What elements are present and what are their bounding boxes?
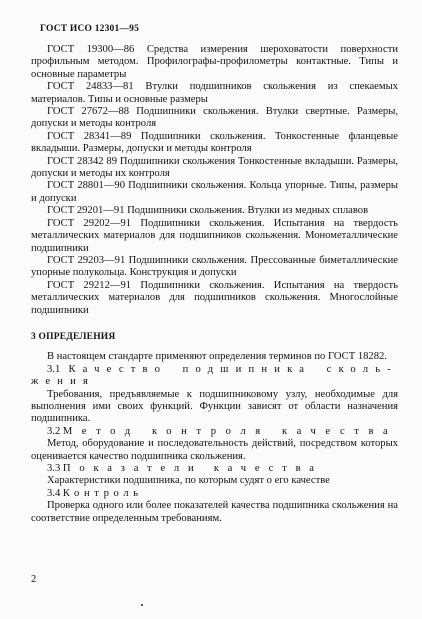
term-number: 3.2 [47,425,61,437]
term-number: 3.1 [47,363,61,375]
term-title: Метод контроля качества [62,425,398,437]
term-definition: Метод, оборудование и последовательность действий, посредством которых оценивается качество подшипника скольжения. [31,438,398,462]
term-heading [31,364,398,376]
term-number: 3.3 [47,463,61,474]
page-number: 2 [31,574,37,585]
document-body [31,44,398,525]
reference-item: ГОСТ 24833—81 Втулки подшипников скольжения из спекаемых материалов. Типы и основные размеры [31,81,398,105]
term-definition: Требования, предъявляемые к подшипниковому узлу, необходимые для выполнения ими своих функций. Функции зависят от области назначения подшипника. [31,388,398,425]
section-spacer [31,343,398,351]
term-heading-continued [31,376,398,388]
term-title: Контроль [62,487,143,499]
reference-item: ГОСТ 27672—88 Подшипники скольжения. Втулки свертные. Размеры, допуски и методы контроля [31,106,398,130]
term-definition: Характеристики подшипника, по которым судят о его качестве [47,475,330,487]
section-intro: В настоящем стандарте применяют определения терминов по ГОСТ 18282. [47,351,387,363]
section-title: 3 ОПРЕДЕЛЕНИЯ [31,331,116,342]
term-title-continued: жения [31,376,96,388]
term-definition: Проверка одного или более показателей качества подшипника скольжения на соответствие определенным требованиям. [31,500,398,524]
page-header: ГОСТ ИСО 12301—95 [40,24,140,34]
reference-item: ГОСТ 28342 89 Подшипники скольжения Тонкостенные вкладыши. Размеры, допуски и методы их контроля [31,155,398,180]
term-heading [31,426,398,438]
term-heading [31,463,398,475]
term-title: Показатели качества [62,463,323,474]
reference-item: ГОСТ 29202—91 Подшипники скольжения. Испытания на твердость металлических материалов для подшипников скольжения. Монометаллические подшипники [31,217,398,254]
reference-item: ГОСТ 28341—89 Подшипники скольжения. Тонкостенные фланцевые вкладыши. Размеры, допуски и методы контроля [31,130,398,155]
section-spacer [31,317,398,331]
reference-item: ГОСТ 29201—91 Подшипники скольжения. Втулки из медных сплавов [47,205,369,217]
term-number: 3.4 [47,487,61,499]
reference-item: ГОСТ 28801—90 Подшипники скольжения. Кольца упорные. Типы, размеры и допуски [31,180,398,204]
scan-speck [141,604,143,606]
reference-item: ГОСТ 19300—86 Средства измерения шероховатости поверхности профильным методом. Профилографы-профилометры контактные. Типы и основные параметры [31,44,398,80]
term-title: Качество подшипника сколь- [68,363,398,375]
term-heading [31,488,398,500]
reference-item: ГОСТ 29203—91 Подшипники скольжения. Прессованные биметаллические упорные полукольца. Конструкция и допуски [31,254,398,279]
reference-item: ГОСТ 29212—91 Подшипники скольжения. Испытания на твердость металлических материалов для подшипников скольжения. Многослойные подшипники [31,279,398,316]
